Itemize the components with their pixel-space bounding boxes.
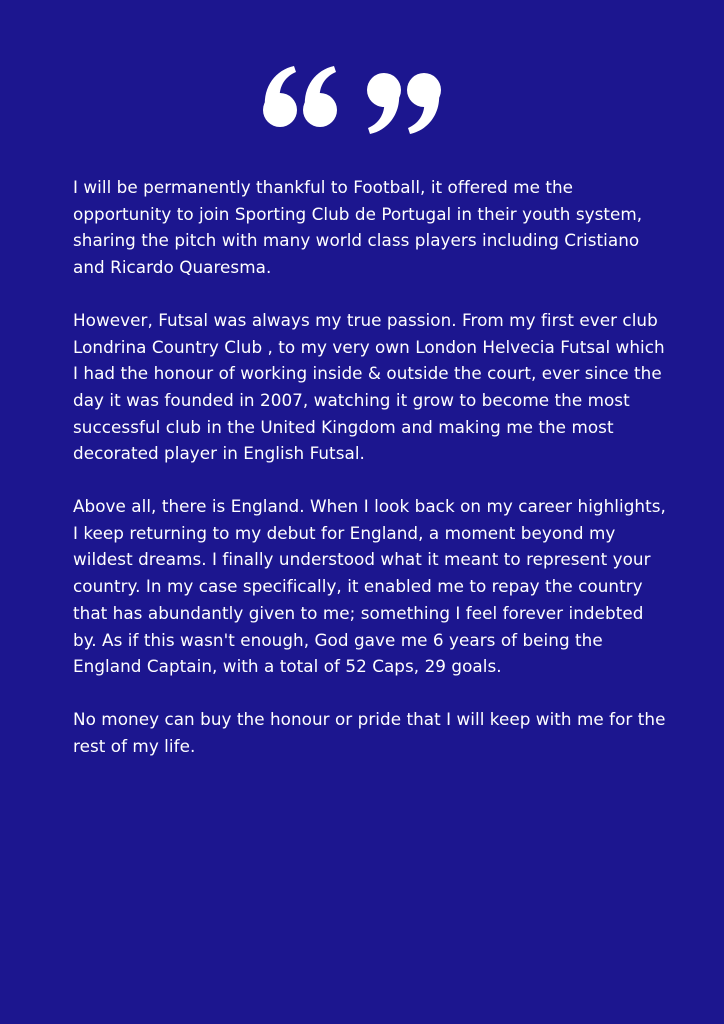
paragraph-2 <box>73 307 673 467</box>
text-line: sharing the pitch with many world class players including Cristiano <box>73 230 640 251</box>
text-line: decorated player in English Futsal. <box>73 443 365 464</box>
text-line: opportunity to join Sporting Club de Portugal in their youth system, <box>73 203 643 224</box>
testimonial-text <box>73 174 673 785</box>
text-line: Above all, there is England. When I look back on my career highlights, <box>73 496 666 517</box>
text-line: rest of my life. <box>73 735 196 756</box>
text-line: However, Futsal was always my true passion. From my first ever club <box>73 309 658 330</box>
text-line: country. In my case specifically, it enabled me to repay the country <box>73 576 643 597</box>
text-line: successful club in the United Kingdom and making me the most <box>73 416 614 437</box>
text-line: I will be permanently thankful to Football, it offered me the <box>73 177 574 197</box>
text-line: I keep returning to my debut for England, a moment beyond my <box>73 522 616 543</box>
text-line: day it was founded in 2007, watching it grow to become the most <box>73 389 630 410</box>
text-line: wildest dreams. I finally understood what it meant to represent your <box>73 549 651 570</box>
text-line: England Captain, with a total of 52 Caps, 29 goals. <box>73 656 502 677</box>
paragraph-4 <box>73 706 673 759</box>
paragraph-1 <box>73 174 673 281</box>
text-line: No money can buy the honour or pride that I will keep with me for the <box>73 708 666 729</box>
text-line: that has abundantly given to me; something I feel forever indebted <box>73 602 644 623</box>
text-line: and Ricardo Quaresma. <box>73 257 272 278</box>
text-line: Londrina Country Club , to my very own London Helvecia Futsal which <box>73 336 665 357</box>
text-line: I had the honour of working inside & outside the court, ever since the <box>73 363 662 384</box>
text-line: by. As if this wasn't enough, God gave me 6 years of being the <box>73 629 603 650</box>
paragraph-3 <box>73 493 673 680</box>
quotation-marks-icon <box>258 62 448 138</box>
